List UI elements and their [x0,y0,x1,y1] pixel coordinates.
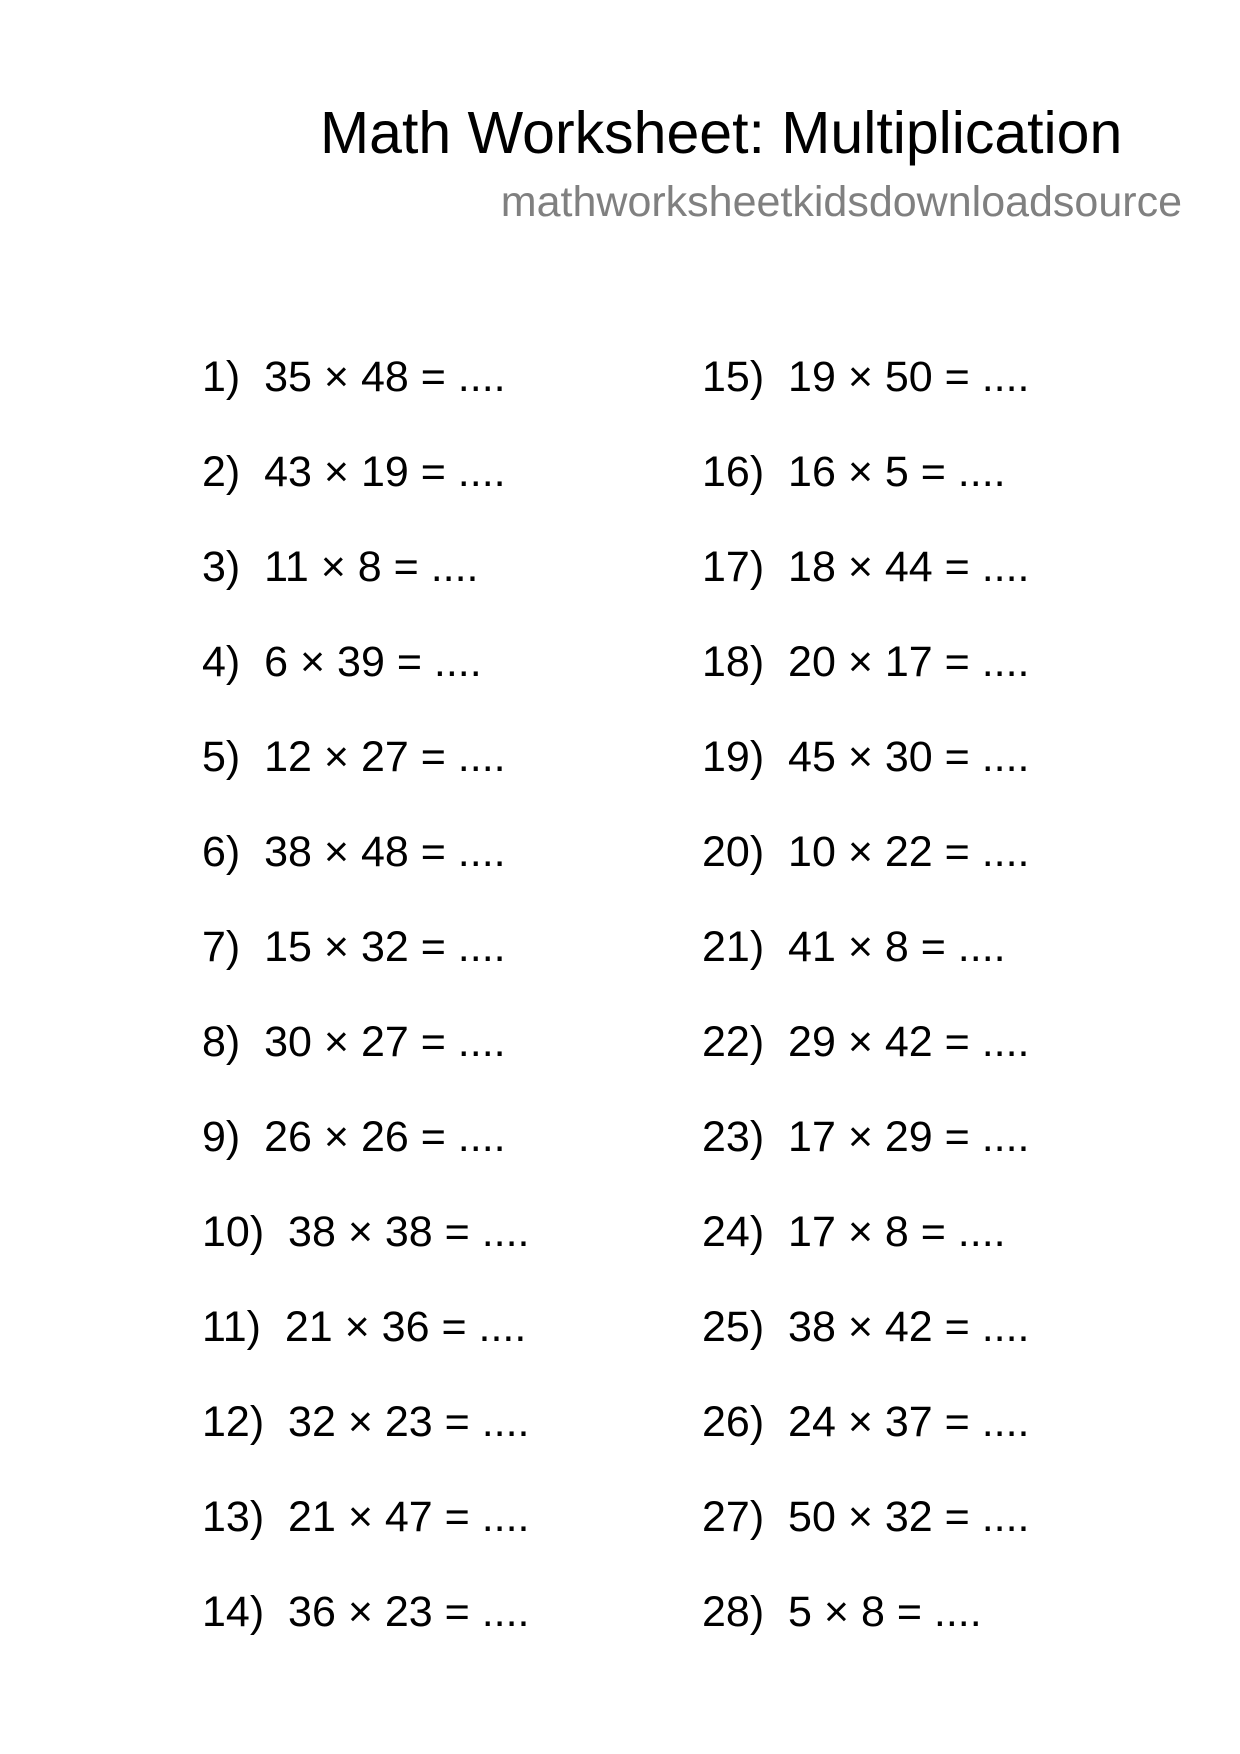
worksheet-source: mathworksheetkidsdownloadsource [500,178,1182,226]
problem-7: 7) 15 × 32 = .... [202,923,506,971]
problem-25: 25) 38 × 42 = .... [702,1303,1030,1351]
problem-10: 10) 38 × 38 = .... [202,1208,530,1256]
problem-19: 19) 45 × 30 = .... [702,733,1030,781]
problem-9: 9) 26 × 26 = .... [202,1113,506,1161]
problem-1: 1) 35 × 48 = .... [202,353,506,401]
problem-18: 18) 20 × 17 = .... [702,638,1030,686]
problem-16: 16) 16 × 5 = .... [702,448,1006,496]
problem-12: 12) 32 × 23 = .... [202,1398,530,1446]
problem-2: 2) 43 × 19 = .... [202,448,506,496]
problem-14: 14) 36 × 23 = .... [202,1588,530,1636]
problems-left-column [202,352,682,1682]
problem-21: 21) 41 × 8 = .... [702,923,1006,971]
problem-13: 13) 21 × 47 = .... [202,1493,530,1541]
problem-26: 26) 24 × 37 = .... [702,1398,1030,1446]
worksheet-title: Math Worksheet: Multiplication [320,100,1123,166]
problem-24: 24) 17 × 8 = .... [702,1208,1006,1256]
problem-23: 23) 17 × 29 = .... [702,1113,1030,1161]
problem-20: 20) 10 × 22 = .... [702,828,1030,876]
problem-6: 6) 38 × 48 = .... [202,828,506,876]
problem-11: 11) 21 × 36 = .... [202,1303,527,1351]
problems-right-column [702,352,1182,1682]
problem-3: 3) 11 × 8 = .... [202,543,479,591]
problem-28: 28) 5 × 8 = .... [702,1588,982,1636]
problem-15: 15) 19 × 50 = .... [702,353,1030,401]
problem-5: 5) 12 × 27 = .... [202,733,506,781]
problem-8: 8) 30 × 27 = .... [202,1018,506,1066]
problem-27: 27) 50 × 32 = .... [702,1493,1030,1541]
problem-22: 22) 29 × 42 = .... [702,1018,1030,1066]
problem-4: 4) 6 × 39 = .... [202,638,482,686]
problem-17: 17) 18 × 44 = .... [702,543,1030,591]
